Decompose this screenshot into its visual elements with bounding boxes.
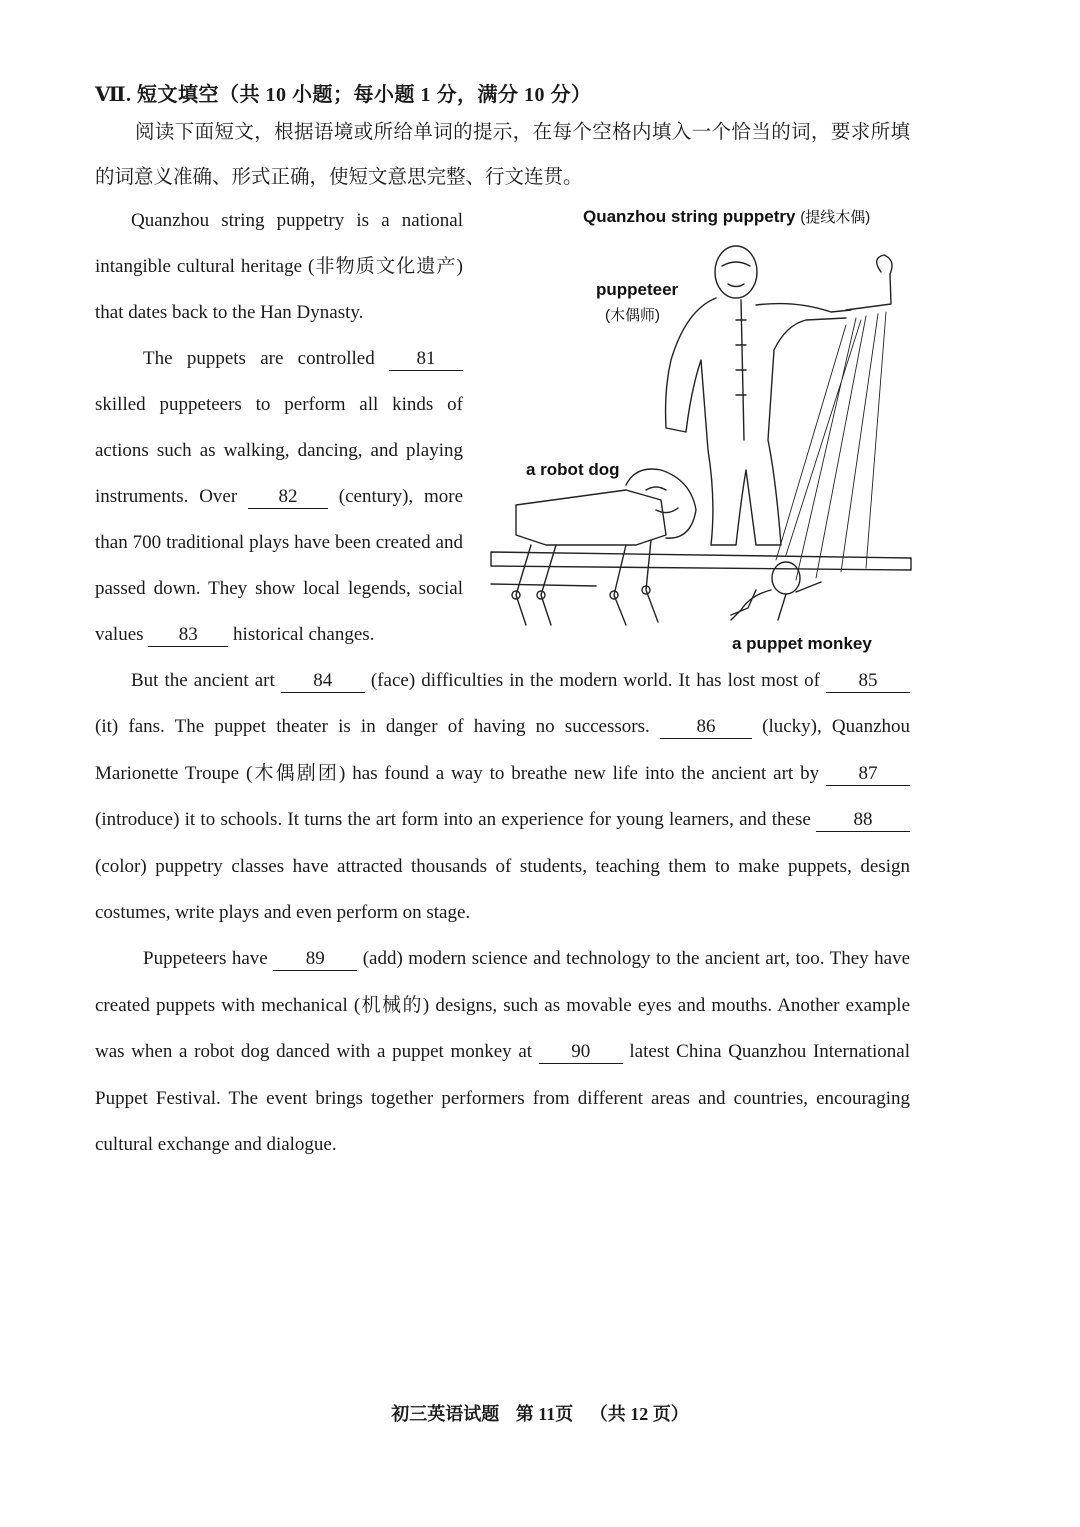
passage-full-width: [95, 658, 910, 1168]
p4-text-d: latest China Quanzhou International Puppet Festival. The event brings together performers from different areas and countries, encouraging cultural exchange and dialogue.: [95, 1041, 911, 1156]
label-robot-dog: a robot dog: [526, 460, 620, 479]
stage-floor: [491, 552, 911, 570]
paragraph-3: [95, 658, 910, 936]
puppet-monkey-head: [772, 562, 800, 594]
paragraph-4: [95, 936, 910, 1168]
p3-text-a: But the ancient art: [131, 670, 275, 691]
p2-text-c: skilled puppeteers to perform all kinds of actions such as walking, dancing, and playing instruments. Over: [95, 394, 463, 507]
blank-89: 89: [273, 948, 357, 971]
blank-86: 86: [660, 716, 752, 739]
puppeteer-body: [666, 298, 846, 545]
p4-text-c: (add) modern science and technology to the ancient art, too. They have created puppets with mechanical (机械的) designs, such as movable eyes and mouths. Another example was when a robot dog danced with a puppet monkey at: [95, 948, 911, 1063]
p2-text-a: The puppets are controlled: [143, 348, 375, 369]
p2-text-d: (century), more than 700 traditional plays have been created and passed down. They show local legends, social values: [95, 486, 464, 645]
footer-page: 第 11页: [515, 1404, 574, 1424]
p3-text-d: (it) fans. The puppet theater is in danger of having no successors.: [95, 716, 650, 738]
robot-dog-body: [516, 490, 666, 545]
blank-83: 83: [148, 624, 228, 647]
paragraph-2: [95, 336, 463, 658]
p3-text-g: (color) puppetry classes have attracted thousands of students, teaching them to make puppets, design costumes, write plays and even perform on stage.: [95, 855, 910, 924]
puppeteer-head: [715, 246, 757, 298]
p3-text-c: (face) difficulties in the modern world. It has lost most of: [370, 670, 820, 691]
instructions: 阅读下面短文，根据语境或所给单词的提示，在每个空格内填入一个恰当的词，要求所填的词意义准确、形式正确，使短文意思完整、行文连贯。: [95, 122, 910, 188]
blank-82: 82: [248, 486, 328, 509]
p4-text-a: Puppeteers have: [143, 948, 268, 970]
label-puppeteer-cn: (木偶师): [605, 307, 660, 324]
blank-84: 84: [281, 670, 365, 693]
puppetry-illustration: [486, 200, 916, 660]
blank-85: 85: [826, 670, 910, 693]
blank-87: 87: [826, 763, 910, 786]
passage-left-column: [95, 198, 463, 658]
blank-88: 88: [816, 809, 910, 832]
label-puppet-monkey: a puppet monkey: [732, 634, 872, 653]
blank-90: 90: [539, 1041, 623, 1064]
label-puppeteer: puppeteer: [596, 280, 679, 299]
p3-text-f: (introduce) it to schools. It turns the art form into an experience for young learners, and these: [95, 809, 811, 831]
figure-title: [583, 206, 870, 227]
section-title: Ⅶ. 短文填空（共 10 小题；每小题 1 分，满分 10 分）: [95, 84, 592, 106]
figure-title-cn: (提线木偶): [800, 209, 871, 226]
p2-text-e: historical changes.: [233, 624, 375, 645]
footer-total: （共 12 页）: [589, 1404, 689, 1424]
blank-81: 81: [389, 348, 463, 371]
figure-title-en: Quanzhou string puppetry: [583, 207, 796, 226]
page-footer: [0, 1400, 1080, 1426]
footer-subject: 初三英语试题: [391, 1404, 500, 1424]
p3-text-e: (lucky), Quanzhou Marionette Troupe (木偶剧团) has found a way to breathe new life into the ancient art by: [95, 716, 911, 784]
paragraph-1: Quanzhou string puppetry is a national intangible cultural heritage (非物质文化遗产) that dates back to the Han Dynasty.: [95, 210, 463, 323]
puppetry-drawing: [486, 200, 916, 660]
